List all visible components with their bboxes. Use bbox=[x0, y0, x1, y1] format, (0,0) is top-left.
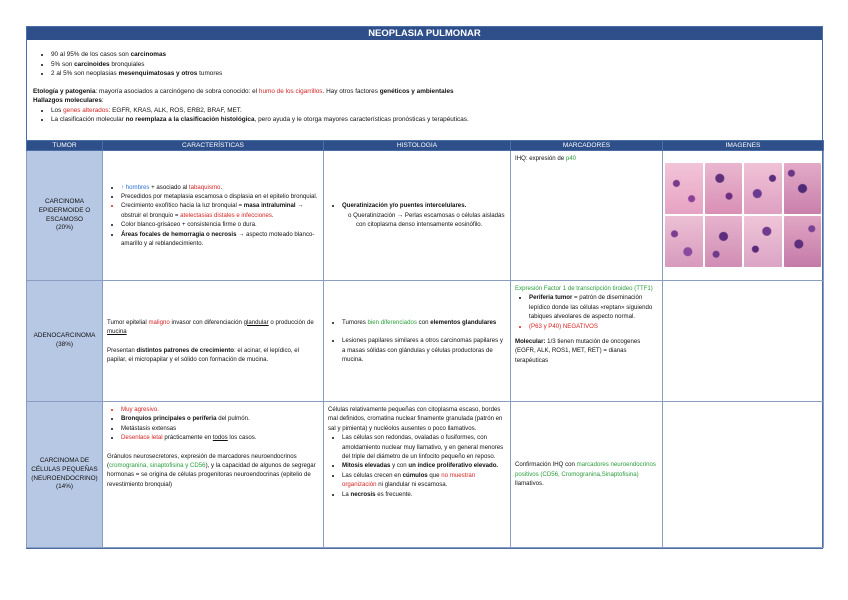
paragraph: Presentan distintos patrones de crecimiento: el acinar, el lepídico, el papilar, el micropapilar y el sólido con formación de mucina. bbox=[107, 346, 300, 363]
list-item: • Periferia tumor = patrón de diseminación lepídico donde las células «reptan» siguiendo tabiques alveolares de aspecto normal. bbox=[529, 293, 658, 321]
list-item: • 90 al 95% de los casos son carcinomas bbox=[51, 50, 814, 60]
header-tumor: TUMOR bbox=[27, 141, 103, 151]
caracteristicas-cell bbox=[103, 151, 324, 281]
table-row bbox=[27, 402, 824, 548]
list-item: • Bronquios principales o periferia del pulmón. bbox=[121, 414, 319, 423]
intro-section bbox=[27, 40, 822, 141]
list-item: • (P63 y P40) NEGATIVOS bbox=[529, 322, 658, 331]
marcadores-cell bbox=[511, 281, 663, 402]
histologia-cell bbox=[324, 151, 511, 281]
table-row bbox=[27, 151, 824, 281]
document-sheet bbox=[26, 26, 823, 549]
histology-image bbox=[744, 163, 782, 214]
table-row bbox=[27, 281, 824, 402]
list-item: • Precedidos por metaplasia escamosa o displasia en el epitelio bronquial. bbox=[121, 192, 319, 201]
caracteristicas-cell bbox=[103, 402, 324, 548]
histology-image bbox=[784, 163, 822, 214]
list-item: • Metástasis extensas bbox=[121, 424, 319, 433]
histology-image bbox=[784, 216, 822, 267]
paragraph: Tumor epitelial maligno invasor con diferenciación glandular o producción de mucina bbox=[107, 318, 314, 336]
list-item: • ↑ hombres + asociado al tabaquismo. bbox=[121, 183, 319, 192]
histologia-cell bbox=[324, 281, 511, 402]
list-item: • Color blanco-grisáceo + consistencia firme o dura. bbox=[121, 220, 319, 229]
list-item: o Queratinización → Perlas escamosas o células aisladas con citoplasma denso intensamente eosinófilo. bbox=[356, 211, 506, 230]
list-item: • Tumores bien diferenciados con elementos glandulares bbox=[342, 318, 506, 327]
caracteristicas-cell bbox=[103, 281, 324, 402]
marcadores-cell: IHQ: expresión de p40 bbox=[511, 151, 663, 281]
table-header-row bbox=[27, 141, 824, 151]
histology-image bbox=[665, 216, 703, 267]
imagenes-cell bbox=[663, 151, 824, 281]
etiologia-paragraph: Etología y patogenia: mayoría asociados a carcinógeno de sobra conocido: el humo de los cigarrillos. Hay otros factores genéticos y ambientales bbox=[33, 87, 454, 95]
histologia-cell bbox=[324, 402, 511, 548]
list-item: • Las células crecen en cúmulos que no muestran organización ni glandular ni escamosa. bbox=[342, 471, 506, 490]
header-histologia: HISTOLOGIA bbox=[324, 141, 511, 151]
list-item: • Áreas focales de hemorragia o necrosis → aspecto moteado blanco-amarillo y al reblandecimiento. bbox=[121, 230, 319, 249]
paragraph: Gránulos neurosecretores, expresión de marcadores neuroendocrinos (cromogranina, sinaptofisina y CD56), y la capacidad de algunos de segregar hormonas = se origina de células progenitoras neuroendocrinas (epitelio de revestimiento bronquial) bbox=[107, 452, 316, 488]
hallazgos-heading: Hallazgos moleculares: bbox=[33, 97, 104, 104]
intro-bullets bbox=[33, 50, 814, 79]
imagenes-cell bbox=[663, 402, 824, 548]
tumor-name-cell: ADENOCARCINOMA (38%) bbox=[27, 281, 103, 402]
histology-image bbox=[705, 163, 743, 214]
list-item: • Lesiones papilares similares a otros carcinomas papilares y a masas sólidas con glándulas y células productoras de mucina. bbox=[342, 336, 506, 364]
list-item: • Queratinización y/o puentes intercelulares. o Queratinización → Perlas escamosas o células aisladas con citoplasma denso intensamente eosinófilo. bbox=[342, 201, 506, 229]
page-title: NEOPLASIA PULMONAR bbox=[27, 27, 822, 40]
histology-image-grid bbox=[663, 161, 823, 269]
list-item: • Crecimiento exofítico hacia la luz bronquial = masa intraluminal → obstruir el bronquio = atelectasias distales e infecciones. bbox=[121, 201, 319, 220]
list-item: • Muy agresivo. bbox=[121, 405, 319, 414]
imagenes-cell bbox=[663, 281, 824, 402]
hallazgos-bullets bbox=[33, 106, 814, 125]
list-item: • La clasificación molecular no reemplaza a la clasificación histológica, pero ayuda y le otorga mayores características pronósticas y terapéuticas. bbox=[51, 115, 814, 125]
list-item: • 2 al 5% son neoplasias mesenquimatosas y otros tumores bbox=[51, 69, 814, 79]
list-item: • Mitosis elevadas y con un índice proliferativo elevado. bbox=[342, 461, 506, 470]
header-caracteristicas: CARACTERÍSTICAS bbox=[103, 141, 324, 151]
tumor-name-cell: CARCINOMA DE CÉLULAS PEQUEÑAS (NEUROENDOCRINO) (14%) bbox=[27, 402, 103, 548]
histology-image bbox=[705, 216, 743, 267]
molecular-text: Molecular: 1/3 tienen mutación de oncogenes (EGFR, ALK, ROS1, MET, RET) = dianas terapéuticas bbox=[515, 338, 641, 364]
histology-image bbox=[744, 216, 782, 267]
tumor-table bbox=[26, 140, 824, 548]
header-marcadores: MARCADORES bbox=[511, 141, 663, 151]
marcadores-cell: Confirmación IHQ con marcadores neuroendocrinos positivos (CD56, Cromogranina,Sinaptofisina) llamativos. bbox=[511, 402, 663, 548]
list-item: • 5% son carcinoides bronquiales bbox=[51, 60, 814, 70]
list-item: • Las células son redondas, ovaladas o fusiformes, con amoldamiento nuclear muy llamativo, y en general menores del triple del diámetro de un linfocito pequeño en reposo. bbox=[342, 433, 506, 461]
paragraph: Células relativamente pequeñas con citoplasma escaso, bordes mal definidos, cromatina nuclear finamente granulada (patrón en sal y pimienta) y nucléolos ausentes o poco llamativos. bbox=[328, 406, 503, 432]
header-imagenes: IMAGENES bbox=[663, 141, 824, 151]
list-item: • Los genes alterados: EGFR, KRAS, ALK, ROS, ERB2, BRAF, MET. bbox=[51, 106, 814, 116]
list-item: • La necrosis es frecuente. bbox=[342, 490, 506, 499]
histology-image bbox=[665, 163, 703, 214]
list-item: • Desenlace letal prácticamente en todos los casos. bbox=[121, 433, 319, 442]
tumor-name-cell: CARCINOMA EPIDERMOIDE O ESCAMOSO (20%) bbox=[27, 151, 103, 281]
marker-ttf1: Expresión Factor 1 de transcripción tiroideo (TTF1) bbox=[515, 285, 653, 292]
